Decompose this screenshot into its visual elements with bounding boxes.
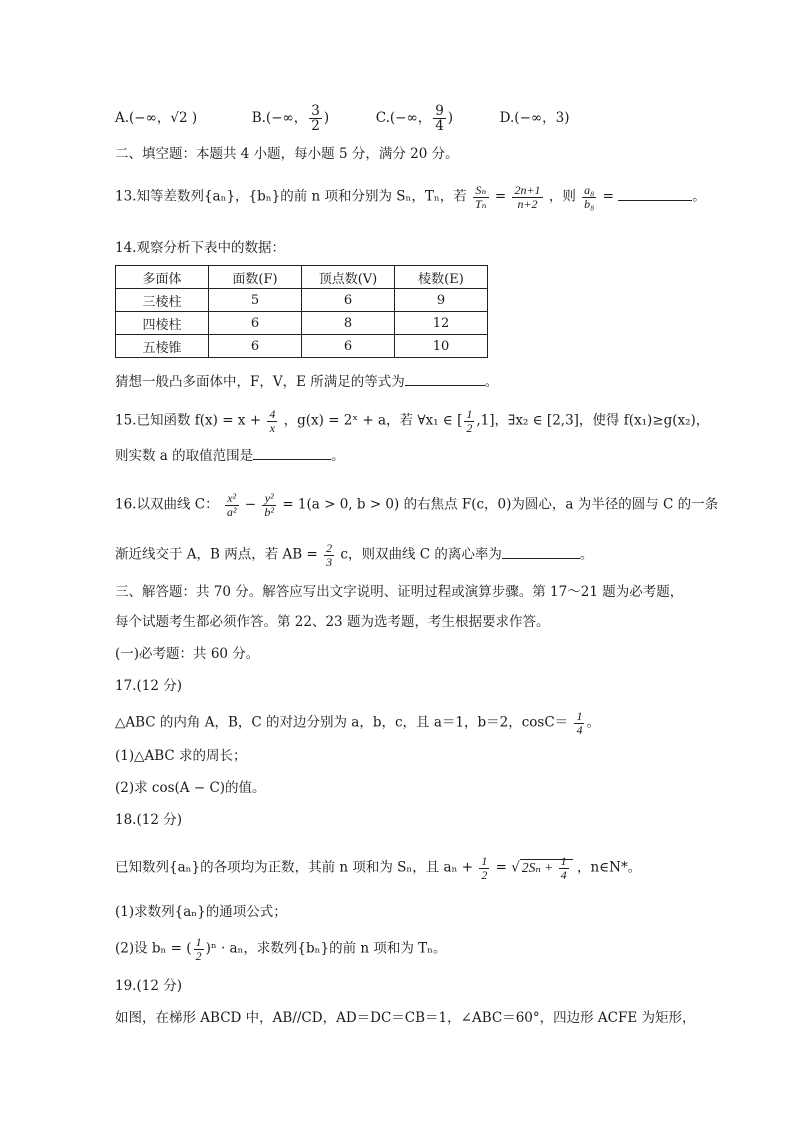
answer-blank[interactable] <box>618 188 692 201</box>
section-2-heading: 二、填空题：本题共 4 小题，每小题 5 分，满分 20 分。 <box>115 146 459 162</box>
option-b: B.(−∞， $\frac{3}{2}$ ) <box>251 103 330 135</box>
question-18-stem: 已知数列{aₙ}的各项均为正数，其前 n 项和为 Sₙ，且 aₙ + $\frac{1}{2}$ = √ 2Sₙ + $\frac{1}{4}$ ，n∈N*。 <box>115 854 642 882</box>
question-18-part-2: (2)设 bₙ = ( $\frac{1}{2}$ )ⁿ · aₙ，求数列{bₙ}的前 n 项和为 Tₙ。 <box>115 935 447 963</box>
question-17-stem: △ABC 的内角 A，B，C 的对边分别为 a，b，c，且 a＝1，b＝2，cosC＝ $\frac{1}{4}$ 。 <box>115 709 600 737</box>
section-3-heading-line-2: 每个试题考生都必须作答。第 22、23 题为选考题，考生根据要求作答。 <box>115 614 550 630</box>
table-header-row <box>116 266 488 289</box>
question-15: 15.已知函数 f(x) = x + $\frac{4}{x}$ ，g(x) = 2ˣ + a，若 ∀x₁ ∈ [ $\frac{1}{2}$ ,1]，∃x₂ ∈ [2,3]，使得 f(x₁)≥g(x₂)， <box>115 407 710 435</box>
answer-blank[interactable] <box>253 447 331 460</box>
table-cell: 6 <box>209 335 302 358</box>
answer-blank[interactable] <box>405 373 485 386</box>
polyhedron-table <box>115 265 488 358</box>
section-3-heading: 三、解答题：共 70 分。解答应写出文字说明、证明过程或演算步骤。第 17～21 题为必考题， <box>115 584 684 600</box>
question-17-part-2: (2)求 cos(A − C)的值。 <box>115 780 266 796</box>
question-16-line-2: 渐近线交于 A，B 两点，若 AB = $\frac{2}{3}$ c，则双曲线 C 的离心率为 。 <box>115 541 594 569</box>
table-row <box>116 335 488 358</box>
table-cell: 9 <box>395 289 488 312</box>
table-row <box>116 289 488 312</box>
table-cell: 五棱锥 <box>116 335 209 358</box>
table-row <box>116 312 488 335</box>
question-14-guess: 猜想一般凸多面体中，F，V，E 所满足的等式为 。 <box>115 374 499 390</box>
table-cell: 6 <box>209 312 302 335</box>
table-cell: 四棱柱 <box>116 312 209 335</box>
question-14-title: 14.观察分析下表中的数据： <box>115 240 285 256</box>
question-15-line-2: 则实数 a 的取值范围是 。 <box>115 448 345 464</box>
table-header-cell: 多面体 <box>116 266 209 289</box>
answer-options <box>115 104 570 133</box>
table-cell: 6 <box>302 335 395 358</box>
option-a: A.(−∞，√2 ) <box>115 110 198 127</box>
option-c: C.(−∞， $\frac{9}{4}$ ) <box>375 103 454 135</box>
question-16: 16.以双曲线 C： $\frac{\text{x²}}{\text{a²}}$ − $\frac{\text{y²}}{\text{b²}}$ = 1(a > 0, b > 0) 的右焦点 F(c，0)为圆心，a 为半径的圆与 C 的一条 <box>115 491 719 519</box>
table-cell: 三棱柱 <box>116 289 209 312</box>
table-header-cell: 顶点数(V) <box>302 266 395 289</box>
question-19-head: 19.(12 分) <box>115 978 182 994</box>
question-17-head: 17.(12 分) <box>115 678 182 694</box>
answer-blank[interactable] <box>502 546 580 559</box>
table-header-cell: 面数(F) <box>209 266 302 289</box>
required-section-heading: (一)必考题：共 60 分。 <box>115 646 260 662</box>
option-d: D.(−∞，3) <box>499 110 570 127</box>
question-17-part-1: (1)△ABC 求的周长； <box>115 748 247 764</box>
question-18-head: 18.(12 分) <box>115 812 182 828</box>
table-header-cell: 棱数(E) <box>395 266 488 289</box>
table-cell: 8 <box>302 312 395 335</box>
table-cell: 6 <box>302 289 395 312</box>
question-19-stem: 如图，在梯形 ABCD 中，AB//CD，AD＝DC＝CB＝1，∠ABC＝60°，四边形 ACFE 为矩形， <box>115 1010 696 1026</box>
table-cell: 12 <box>395 312 488 335</box>
question-18-part-1: (1)求数列{aₙ}的通项公式； <box>115 904 287 920</box>
question-13: 13.知等差数列{aₙ}，{bₙ}的前 n 项和分别为 Sₙ，Tₙ，若 $\frac{\text{Sₙ}}{\text{Tₙ}}$ = $\frac{2n+1}{n+2}$ ，则 $\frac{\text{a₈}}{\text{b₈}}$ = 。 <box>115 183 706 211</box>
table-cell: 5 <box>209 289 302 312</box>
table-cell: 10 <box>395 335 488 358</box>
